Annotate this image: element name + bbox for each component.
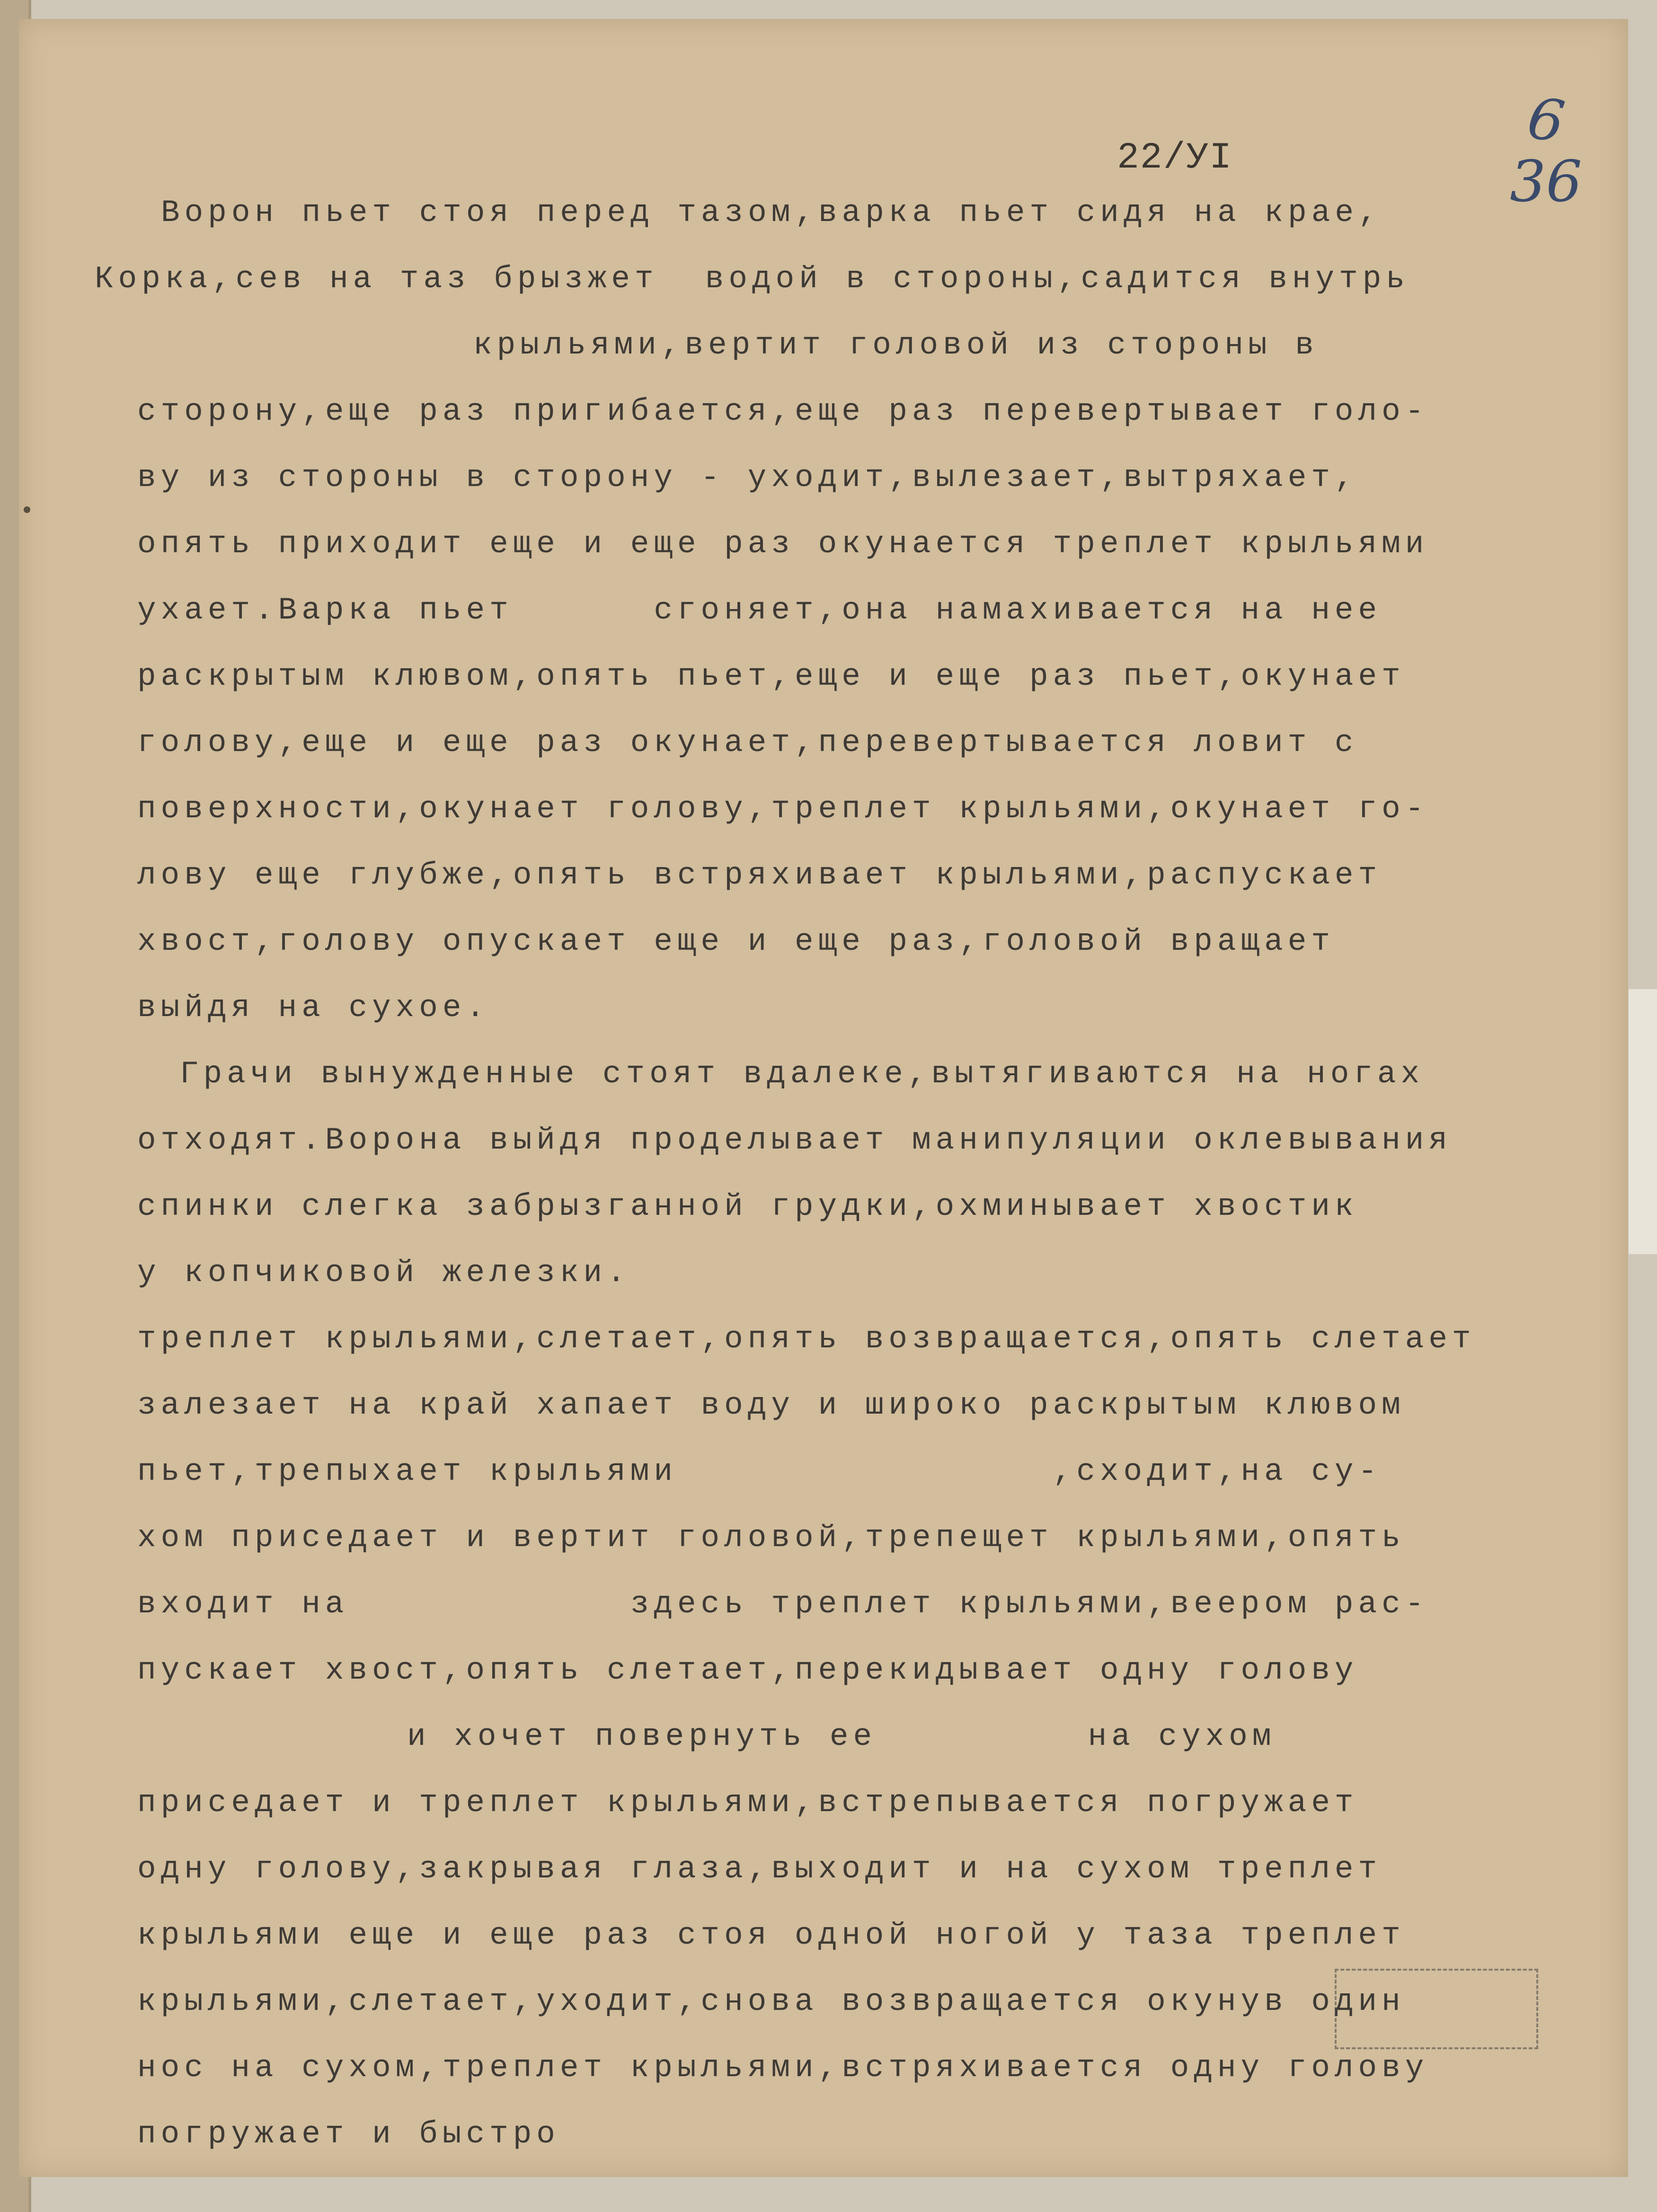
text-line: Грачи вынужденные стоят вдалеке,вытягиваются на ногах: [180, 1056, 1425, 1092]
text-line: приседает и треплет крыльями,встрепывается погружает: [137, 1785, 1358, 1821]
text-line: треплет крыльями,слетает,опять возвращается,опять слетает: [137, 1321, 1476, 1357]
text-line: спинки слегка забрызганной грудки,охминывает хвостик: [137, 1189, 1358, 1224]
document-page: [19, 19, 1628, 2177]
text-line: голову,еще и еще раз окунает,перевертывается ловит с: [137, 725, 1358, 761]
text-line: опять приходит еще и еще раз окунается треплет крыльями: [137, 526, 1429, 562]
paper-tab-right: [1629, 989, 1657, 1254]
text-line: нос на сухом,треплет крыльями,встряхивается одну голову: [137, 2050, 1429, 2086]
text-line: пьет,трепыхает крыльями ,сходит,на су-: [137, 1454, 1382, 1489]
text-line: Корка,сев на таз брызжет водой в стороны,садится внутрь: [95, 261, 1409, 297]
text-line: крыльями,вертит головой из стороны в: [473, 327, 1319, 363]
page-date: 22/УI: [1117, 137, 1233, 179]
archive-folio-bottom: 36: [1510, 149, 1582, 215]
text-line: хом приседает и вертит головой,трепещет крыльями,опять: [137, 1520, 1405, 1556]
text-line: сторону,еще раз пригибается,еще раз перевертывает голо-: [137, 394, 1429, 429]
text-line: залезает на край хапает воду и широко раскрытым клювом: [137, 1388, 1405, 1423]
typescript-body: [19, 19, 1628, 2177]
text-line: крыльями,слетает,уходит,снова возвращается окунув один: [137, 1984, 1405, 2019]
text-line: и хочет повернуть ее на сухом: [407, 1719, 1276, 1754]
text-line: ухает.Варка пьет сгоняет,она намахивается на нее: [137, 593, 1382, 628]
text-line: ву из стороны в сторону - уходит,вылезает,вытряхает,: [137, 460, 1358, 495]
text-line: раскрытым клювом,опять пьет,еще и еще раз пьет,окунает: [137, 659, 1405, 694]
text-line: одну голову,закрывая глаза,выходит и на сухом треплет: [137, 1851, 1382, 1887]
text-line: выйдя на сухое.: [137, 990, 490, 1026]
punch-mark: [24, 506, 30, 513]
text-line: отходят.Ворона выйдя проделывает манипуляции оклевывания: [137, 1123, 1452, 1158]
text-line: пускает хвост,опять слетает,перекидывает одну голову: [137, 1653, 1358, 1688]
text-line: поверхности,окунает голову,треплет крыльями,окунает го-: [137, 791, 1429, 827]
archive-stamp: [1335, 1969, 1538, 2049]
text-line: лову еще глубже,опять встряхивает крыльями,распускает: [137, 858, 1382, 893]
text-line: Ворон пьет стоя перед тазом,варка пьет сидя на крае,: [161, 195, 1382, 230]
text-line: входит на здесь треплет крыльями,веером рас-: [137, 1586, 1429, 1622]
text-line: хвост,голову опускает еще и еще раз,головой вращает: [137, 924, 1335, 959]
text-line: крыльями еще и еще раз стоя одной ногой у таза треплет: [137, 1918, 1405, 1953]
archive-folio-top: 6: [1523, 85, 1568, 156]
text-line: погружает и быстро: [137, 2116, 560, 2152]
text-line: у копчиковой железки.: [137, 1255, 630, 1291]
